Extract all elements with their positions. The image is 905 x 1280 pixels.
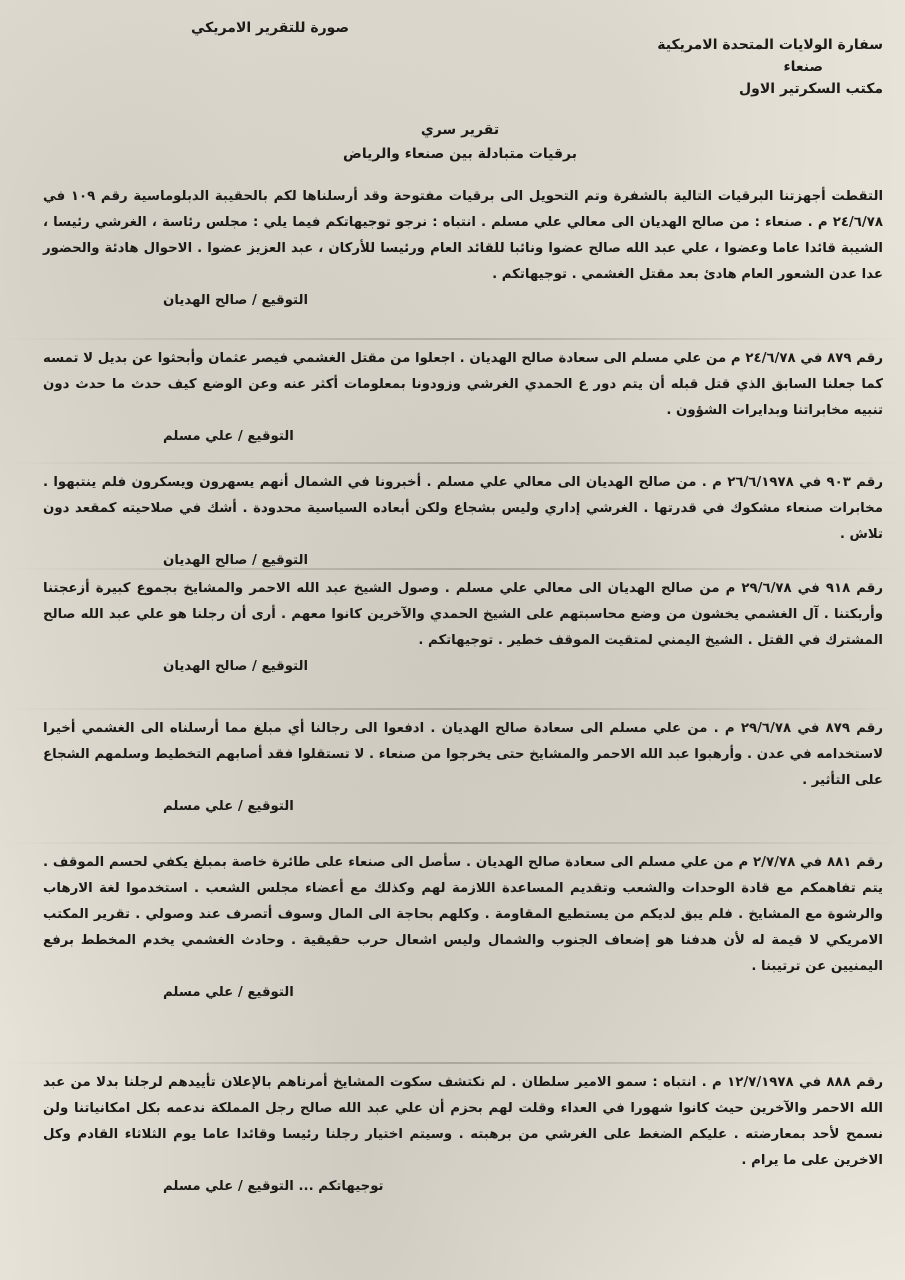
fold-line bbox=[0, 462, 905, 464]
message-signature: التوقيع / صالح الهديان bbox=[163, 293, 309, 308]
title-subject: برقيات متبادلة بين صنعاء والرياض bbox=[343, 146, 577, 162]
message-text: رقم ٨٨١ في ٢/٧/٧٨ م من علي مسلم الى سعادة صالح الهديان . سأصل الى صنعاء على طائرة خاصة بمبلغ يكفي لحسم الموقف . يتم تفاهمكم مع قادة الوحدات والشعب وتقديم المساعدة اللازمة لهم وكذلك مع أعضاء مجلس الشعب . استخدموا لغة الارهاب والرشوة مع المشايخ . فلم يبق لديكم من يستطيع المقاومة . وكلهم بحاجة الى المال وسوف أتصرف عند وصولي . تقرير المكتب الامريكي لا قيمة له لأن هدفنا هو إضعاف الجنوب والشمال وليس اشعال حرب حقيقية . وحادث الغشمي يخدم المخطط برفع اليمنيين عن ترتيبنا . bbox=[43, 855, 884, 974]
embassy-city: صنعاء bbox=[783, 59, 823, 75]
message-signature: التوقيع / علي مسلم bbox=[163, 429, 294, 444]
message-3 bbox=[43, 470, 883, 574]
message-text: التقطت أجهزتنا البرقيات التالية بالشفرة وتم التحويل الى برقيات مفتوحة وقد أرسلناها لكم بالحقيبة الدبلوماسية رقم ١٠٩ في ٢٤/٦/٧٨ م . صنعاء : من صالح الهديان الى معالي علي مسلم . انتباه : نرجو توجيهاتكم فيما يلي : مجلس رئاسة ، الغرشي رئيسا ، الشيبة قائدا عاما وعضوا ، علي عبد الله صالح عضوا ونائبا للقائد العام ورئيسا للأركان ، عبد العزيز عضوا . الاحوال هادئة والحضور عدا عدن الشعور العام هادئ بعد مقتل الغشمي . توجيهاتكم . bbox=[43, 189, 883, 282]
embassy-header bbox=[603, 34, 883, 100]
message-text: رقم ٩٠٣ في ٢٦/٦/١٩٧٨ م . من صالح الهديان الى معالي علي مسلم . أخبرونا في الشمال أنهم يسهرون ويسكرون فلم ينتبهوا . مخابرات صنعاء مشكوك في قدرتها . الغرشي إداري وليس بشجاع ولكن أبعاده السياسية محدودة . أشك في صلاحيته كمقعد دون تلاش . bbox=[43, 475, 884, 542]
message-signature: التوقيع / صالح الهديان bbox=[163, 553, 309, 568]
message-signature: توجيهاتكم ... التوقيع / علي مسلم bbox=[163, 1179, 384, 1194]
message-signature: التوقيع / علي مسلم bbox=[163, 799, 294, 814]
message-signature: التوقيع / صالح الهديان bbox=[163, 659, 309, 674]
message-7 bbox=[43, 1070, 883, 1200]
fold-line bbox=[0, 1062, 905, 1064]
document-title bbox=[260, 118, 660, 166]
fold-line bbox=[0, 708, 905, 710]
embassy-office: مكتب السكرتير الاول bbox=[739, 81, 883, 97]
message-1 bbox=[43, 184, 883, 314]
message-text: رقم ٨٧٩ في ٢٤/٦/٧٨ م من علي مسلم الى سعادة صالح الهديان . اجعلوا من مقتل الغشمي فيصر عثمان وأبحثوا عن بديل لا تمسه كما جعلنا السابق الذي قتل قبله أن يتم دور ع الحمدي الغرشي وزودونا بمعلومات أكثر عنه وعن الوضع كيف حدث ما حدث دون تنبيه مخابراتنا وبدايرات الشؤون . bbox=[43, 351, 883, 418]
copy-note: صورة للتقرير الامريكي bbox=[191, 20, 349, 36]
message-signature: التوقيع / علي مسلم bbox=[163, 985, 294, 1000]
message-5 bbox=[43, 716, 883, 820]
message-text: رقم ٩١٨ في ٢٩/٦/٧٨ م من صالح الهديان الى معالي علي مسلم . وصول الشيخ عبد الله الاحمر والمشايخ بجموع كبيرة أزعجتنا وأربكتنا . آل الغشمي يخشون من وضع محاسبتهم على الشيخ الحمدي والآخرين كانوا معهم . أرى أن رجلنا هو علي عبد الله صالح المشترك في القتل . الشيخ اليمني لمتقيت الموقف خطير . توجيهاتكم . bbox=[43, 581, 883, 648]
message-2 bbox=[43, 346, 883, 450]
fold-line bbox=[0, 568, 905, 570]
title-classification: تقرير سري bbox=[420, 122, 500, 138]
message-4 bbox=[43, 576, 883, 680]
fold-line bbox=[0, 338, 905, 340]
message-text: رقم ٨٧٩ في ٢٩/٦/٧٨ م . من علي مسلم الى سعادة صالح الهديان . ادفعوا الى رجالنا أي مبلغ مما أرسلناه الى الغشمي أخيرا لاستخدامه في عدن . وأرهبوا عبد الله الاحمر والمشايخ حتى يخرجوا من صنعاء . لا تستقلوا فقد أصابهم التخطيط وسلمهم الشجاع على التأثير . bbox=[43, 721, 884, 788]
message-text: رقم ٨٨٨ في ١٢/٧/١٩٧٨ م . انتباه : سمو الامير سلطان . لم نكتشف سكوت المشايخ أمرناهم بالإعلان تأييدهم لرجلنا بدلا من عبد الله الاحمر والآخرين حيث كانوا شهورا في العداء وقلت لهم بحزم أن علي عبد الله صالح رجل المملكة ندعمه بكل امكانياتنا ولن نسمح لأحد بمعارضته . عليكم الضغط على الغرشي من برهبته . وسيتم اختيار رجلنا رئيسا وقائدا عاما يوم الثلاثاء القادم وكل الاخرين على ما يرام . bbox=[43, 1075, 884, 1168]
message-6 bbox=[43, 850, 883, 1006]
embassy-name: سفارة الولايات المتحدة الامريكية bbox=[657, 37, 883, 53]
fold-line bbox=[0, 842, 905, 844]
